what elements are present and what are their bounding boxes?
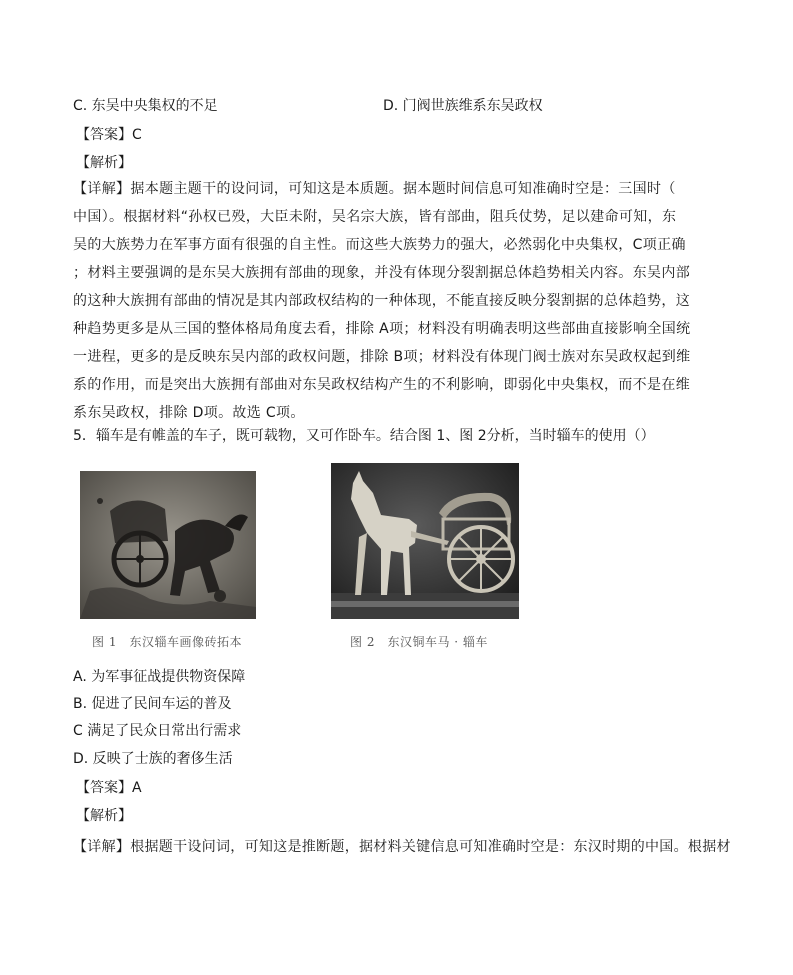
- answer-prev: 【答案】C: [76, 127, 142, 143]
- detail-line: 中国）。根据材料“孙权已殁，大臣未附，吴名宗大族，皆有部曲，阻兵仗势，足以建命可知，东: [73, 209, 677, 225]
- figure-2-bronze-carriage-image: [331, 463, 519, 619]
- detail-line: 的这种大族拥有部曲的情况是其内部政权结构的一种体现，不能直接反映分裂割据的总体趋势，这: [73, 293, 691, 309]
- question-5: 5．辎车是有帷盖的车子，既可载物，又可作卧车。结合图 1、图 2分析，当时辎车的使用（）: [73, 428, 655, 444]
- bronze-horse-carriage-illustration: [331, 463, 519, 619]
- detail-line: 一进程，更多的是反映东吴内部的政权问题，排除 B项；材料没有体现门阀士族对东吴政权起到维: [73, 349, 691, 365]
- figure-1-rubbing-image: [80, 471, 256, 619]
- option-a-q5: A. 为军事征战提供物资保障: [73, 669, 246, 685]
- option-c-prev: C. 东吴中央集权的不足: [73, 98, 218, 114]
- carriage-rubbing-illustration: [80, 471, 256, 619]
- detail-line: 吴的大族势力在军事方面有很强的自主性。而这些大族势力的强大，必然弱化中央集权，C项正确: [73, 237, 686, 253]
- detail-paragraph-prev: [73, 175, 725, 427]
- figure-2-caption: 图 2 东汉铜车马 · 辎车: [350, 635, 488, 649]
- detail-line: 【详解】据本题主题干的设问词，可知这是本质题。据本题时间信息可知准确时空是：三国时（: [73, 181, 676, 197]
- detail-line: 系东吴政权，排除 D项。故选 C项。: [73, 405, 305, 421]
- detail-line: 系的作用，而是突出大族拥有部曲对东吴政权结构产生的不利影响，即弱化中央集权，而不是在维: [73, 377, 691, 393]
- detail-q5: 【详解】根据题干设问词，可知这是推断题，据材料关键信息可知准确时空是：东汉时期的中国。根据材: [73, 839, 731, 855]
- figure-1-caption: 图 1 东汉辎车画像砖拓本: [92, 635, 242, 649]
- analysis-label-prev: 【解析】: [76, 155, 132, 171]
- analysis-label-q5: 【解析】: [76, 808, 132, 824]
- answer-q5: 【答案】A: [76, 780, 142, 796]
- option-d-prev: D. 门阀世族维系东吴政权: [383, 98, 543, 114]
- option-b-q5: B. 促进了民间车运的普及: [73, 696, 232, 712]
- detail-line: 种趋势更多是从三国的整体格局角度去看，排除 A项；材料没有明确表明这些部曲直接影响全国统: [73, 321, 691, 337]
- option-d-q5: D. 反映了士族的奢侈生活: [73, 751, 233, 767]
- detail-line: ；材料主要强调的是东吴大族拥有部曲的现象，并没有体现分裂割据总体趋势相关内容。东吴内部: [73, 265, 691, 281]
- option-c-q5: C 满足了民众日常出行需求: [73, 723, 242, 739]
